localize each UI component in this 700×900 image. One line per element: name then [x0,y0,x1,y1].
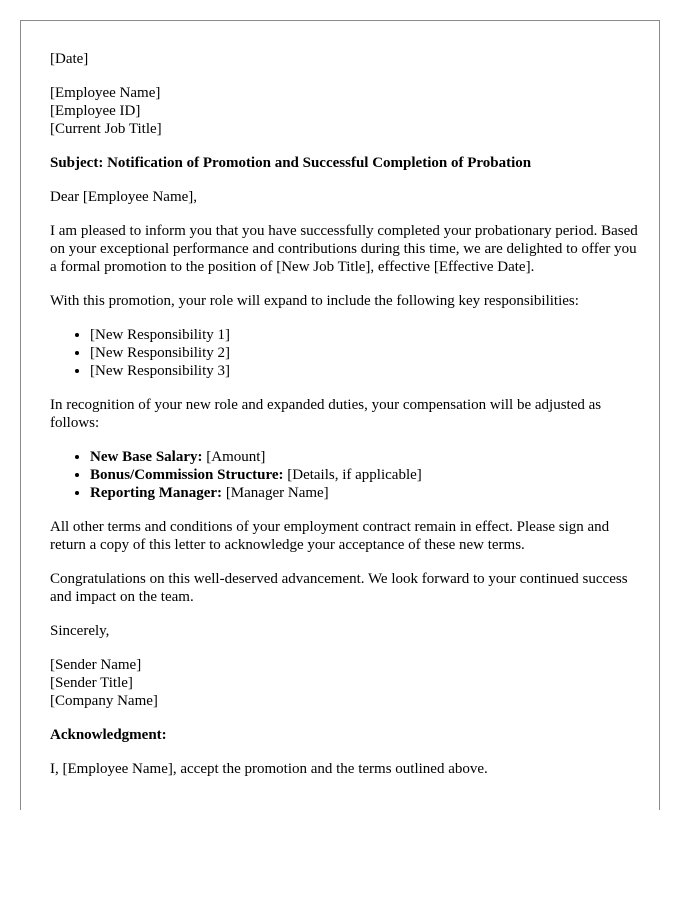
sender-name: [Sender Name] [50,657,142,673]
paragraph-terms: All other terms and conditions of your employment contract remain in effect. Please sign and return a copy of this letter to acknowledge your acceptance of these new terms. [50,519,610,553]
compensation-label: Reporting Manager: [90,485,223,501]
list-item: • [New Responsibility 2] [90,344,640,362]
compensation-list [50,448,640,502]
recipient-id: [Employee ID] [50,103,141,119]
compensation-label: New Base Salary: [90,449,203,465]
sender-block [50,656,640,710]
list-item: • [New Responsibility 1] [90,326,640,344]
list-item [90,484,640,502]
paragraph-responsibilities-intro: With this promotion, your role will expand to include the following key responsibilities: [50,293,579,309]
letter-subject [50,154,640,172]
paragraph-compensation-intro: In recognition of your new role and expanded duties, your compensation will be adjusted as follows: [50,397,602,431]
acknowledgment-heading-text: Acknowledgment: [50,727,167,743]
salutation: Dear [Employee Name], [50,189,198,205]
compensation-label: Bonus/Commission Structure: [90,467,284,483]
sender-title: [Sender Title] [50,675,133,691]
recipient-title: [Current Job Title] [50,121,162,137]
responsibilities-list [50,326,640,380]
list-item: • [New Responsibility 3] [90,362,640,380]
list-item [90,448,640,466]
compensation-value: [Details, if applicable] [283,467,422,483]
list-item [90,466,640,484]
paragraph-congratulations: Congratulations on this well-deserved advancement. We look forward to your continued success and impact on the team. [50,571,628,605]
sender-company: [Company Name] [50,693,158,709]
closing: Sincerely, [50,623,110,639]
compensation-value: [Amount] [202,449,266,465]
recipient-name: [Employee Name] [50,85,161,101]
compensation-value: [Manager Name] [222,485,329,501]
letter-body [50,50,640,794]
acknowledgment-heading [50,726,640,744]
recipient-block [50,84,640,138]
subject-text: Subject: Notification of Promotion and Successful Completion of Probation [50,155,532,171]
paragraph-probation: I am pleased to inform you that you have successfully completed your probationary period. Based on your exceptional performance and contributions during this time, we are delighted to offer you a formal promotion to the position of [New Job Title], effective [Effective Date]. [50,223,638,275]
letter-page [20,20,660,810]
acknowledgment-text: I, [Employee Name], accept the promotion and the terms outlined above. [50,761,488,777]
letter-date: [Date] [50,51,89,67]
